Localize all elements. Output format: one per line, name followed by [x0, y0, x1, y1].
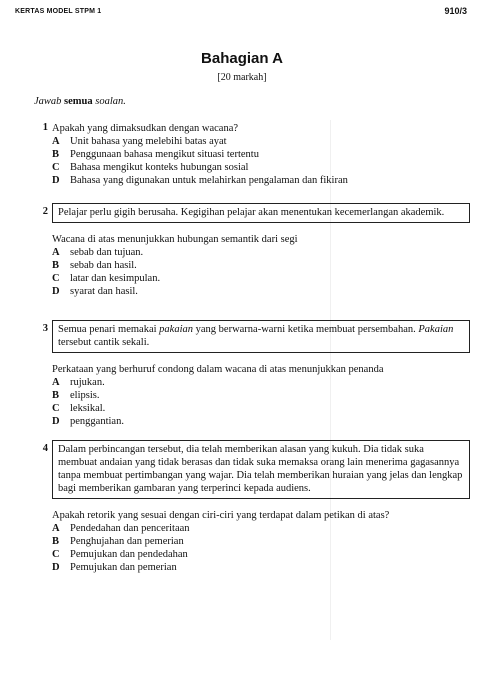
question-1 [34, 122, 470, 187]
option-a[interactable] [52, 376, 470, 389]
option-letter: B [52, 536, 60, 547]
option-d[interactable] [52, 285, 470, 298]
passage-italic: pakaian [159, 324, 193, 335]
question-3 [34, 320, 470, 428]
option-d[interactable] [52, 174, 470, 187]
option-text: leksikal. [70, 403, 106, 414]
passage-italic: Pakaian [418, 324, 454, 335]
instruction-bold: semua [64, 96, 93, 107]
option-letter: D [52, 175, 60, 186]
question-2 [34, 203, 470, 298]
question-stem: Apakah retorik yang sesuai dengan ciri-ciri yang terdapat dalam petikan di atas? [52, 510, 390, 521]
option-c[interactable] [52, 272, 470, 285]
passage-text: Semua penari memakai [58, 324, 160, 335]
option-text: Pemujukan dan pemerian [70, 562, 177, 573]
option-letter: C [52, 273, 60, 284]
question-stem: Perkataan yang berhuruf condong dalam wacana di atas menunjukkan penanda [52, 364, 384, 375]
option-letter: D [52, 416, 60, 427]
question-number: 3 [42, 323, 48, 334]
option-d[interactable] [52, 561, 470, 574]
instruction-prefix: Jawab [34, 96, 62, 107]
option-text: Pemujukan dan pendedahan [70, 549, 188, 560]
option-c[interactable] [52, 402, 470, 415]
option-b[interactable] [52, 148, 470, 161]
option-a[interactable] [52, 135, 470, 148]
option-letter: B [52, 390, 60, 401]
option-letter: A [52, 136, 60, 147]
header-left: KERTAS MODEL STPM 1 [15, 8, 102, 15]
passage-box [52, 320, 470, 353]
option-text: Penghujahan dan pemerian [70, 536, 184, 547]
option-letter: A [52, 247, 60, 258]
option-a[interactable] [52, 522, 470, 535]
option-letter: D [52, 286, 60, 297]
option-text: penggantian. [70, 416, 124, 427]
instruction [34, 96, 126, 107]
section-title: Bahagian A [201, 50, 283, 67]
passage-text: tersebut cantik sekali. [58, 337, 150, 348]
passage-box: Pelajar perlu gigih berusaha. Kegigihan pelajar akan menentukan kecemerlangan akademik. [52, 203, 470, 223]
option-text: rujukan. [70, 377, 105, 388]
option-text: Bahasa yang digunakan untuk melahirkan pengalaman dan fikiran [70, 175, 348, 186]
option-letter: B [52, 260, 60, 271]
option-letter: A [52, 523, 60, 534]
option-letter: C [52, 549, 60, 560]
paper-code: 910/3 [444, 6, 467, 16]
option-b[interactable] [52, 259, 470, 272]
option-text: elipsis. [70, 390, 100, 401]
question-number: 4 [42, 443, 48, 454]
option-b[interactable] [52, 389, 470, 402]
question-stem: Apakah yang dimaksudkan dengan wacana? [52, 123, 239, 134]
option-letter: D [52, 562, 60, 573]
option-letter: A [52, 377, 60, 388]
option-text: Bahasa mengikut konteks hubungan sosial [70, 162, 249, 173]
question-stem: Wacana di atas menunjukkan hubungan semantik dari segi [52, 234, 298, 245]
option-text: sebab dan hasil. [70, 260, 137, 271]
section-marks: [20 markah] [217, 72, 267, 83]
option-letter: C [52, 403, 60, 414]
option-letter: B [52, 149, 60, 160]
question-4 [34, 440, 470, 574]
question-number: 2 [42, 206, 48, 217]
option-letter: C [52, 162, 60, 173]
option-a[interactable] [52, 246, 470, 259]
option-text: Penggunaan bahasa mengikut situasi tertentu [70, 149, 259, 160]
passage-box: Dalam perbincangan tersebut, dia telah memberikan alasan yang kukuh. Dia tidak suka membuat andaian yang tidak berasas dan tidak suka memaksa orang lain menerima gagasannya tanpa membuat pertimbangan yang wajar. Dia telah memberikan huraian yang jelas dan lengkap bagi memberikan gambaran yang terperinci kepada audiens. [52, 440, 470, 499]
option-text: Pendedahan dan penceritaan [70, 523, 190, 534]
instruction-suffix: soalan. [95, 96, 126, 107]
option-text: sebab dan tujuan. [70, 247, 144, 258]
option-text: latar dan kesimpulan. [70, 273, 161, 284]
option-d[interactable] [52, 415, 470, 428]
option-c[interactable] [52, 548, 470, 561]
option-text: Unit bahasa yang melebihi batas ayat [70, 136, 227, 147]
question-number: 1 [42, 122, 48, 133]
option-text: syarat dan hasil. [70, 286, 138, 297]
option-c[interactable] [52, 161, 470, 174]
passage-text: yang berwarna-warni ketika membuat persembahan. [193, 324, 419, 335]
option-b[interactable] [52, 535, 470, 548]
